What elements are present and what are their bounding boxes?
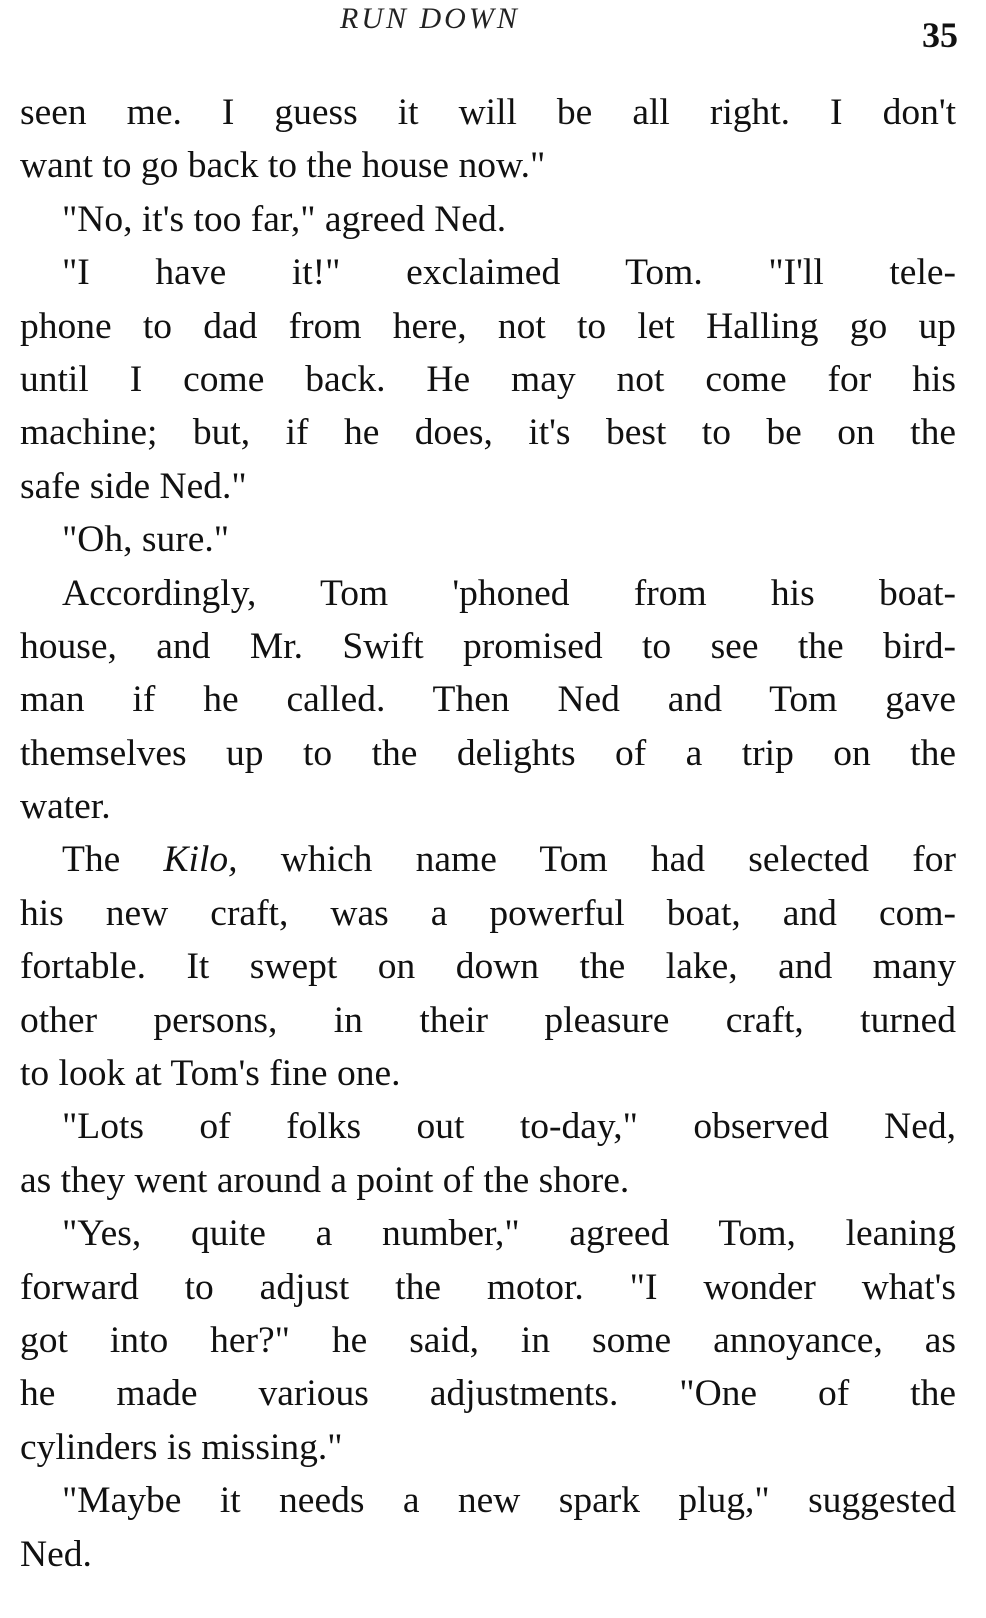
text-line xyxy=(20,833,956,886)
text-line: house, and Mr. Swift promised to see the bird- xyxy=(20,625,956,667)
text-line: Accordingly, Tom 'phoned from his boat- xyxy=(62,572,956,614)
text-line: "Maybe it needs a new spark plug," suggested xyxy=(62,1480,956,1522)
text-line: other persons, in their pleasure craft, turned xyxy=(20,999,956,1041)
text-line-end: which name Tom had selected for xyxy=(237,839,956,881)
text-line: themselves up to the delights of a trip on the xyxy=(20,732,956,774)
text-line: "Lots of folks out to-day," observed Ned, xyxy=(62,1106,956,1148)
running-head: RUN DOWN xyxy=(340,2,520,35)
text-line: want to go back to the house now." xyxy=(20,145,546,187)
text-line: man if he called. Then Ned and Tom gave xyxy=(20,679,956,721)
text-line-start: The xyxy=(62,839,164,881)
body-text xyxy=(20,86,956,1581)
text-line: his new craft, was a powerful boat, and com- xyxy=(20,892,956,934)
text-line: to look at Tom's fine one. xyxy=(20,1053,401,1095)
text-line: cylinders is missing." xyxy=(20,1426,343,1468)
boat-name-italic: Kilo, xyxy=(163,839,238,881)
text-line: phone to dad from here, not to let Halling go up xyxy=(20,305,956,347)
text-line: "Yes, quite a number," agreed Tom, leaning xyxy=(62,1213,956,1255)
text-line: seen me. I guess it will be all right. I don't xyxy=(20,92,956,133)
text-line: "Oh, sure." xyxy=(62,519,230,561)
text-line: as they went around a point of the shore. xyxy=(20,1159,630,1201)
text-line: until I come back. He may not come for his xyxy=(20,358,956,400)
text-line: Ned. xyxy=(20,1533,92,1575)
text-line: water. xyxy=(20,786,111,828)
text-line: safe side Ned." xyxy=(20,465,247,507)
text-line: he made various adjustments. "One of the xyxy=(20,1373,956,1415)
text-line: forward to adjust the motor. "I wonder what's xyxy=(20,1266,956,1308)
text-line: fortable. It swept on down the lake, and many xyxy=(20,946,956,988)
text-line: "No, it's too far," agreed Ned. xyxy=(62,198,507,240)
text-line: got into her?" he said, in some annoyance, as xyxy=(20,1319,956,1361)
page-number: 35 xyxy=(922,15,958,55)
text-line: "I have it!" exclaimed Tom. "I'll tele- xyxy=(62,252,956,294)
text-line: machine; but, if he does, it's best to be on the xyxy=(20,412,956,454)
